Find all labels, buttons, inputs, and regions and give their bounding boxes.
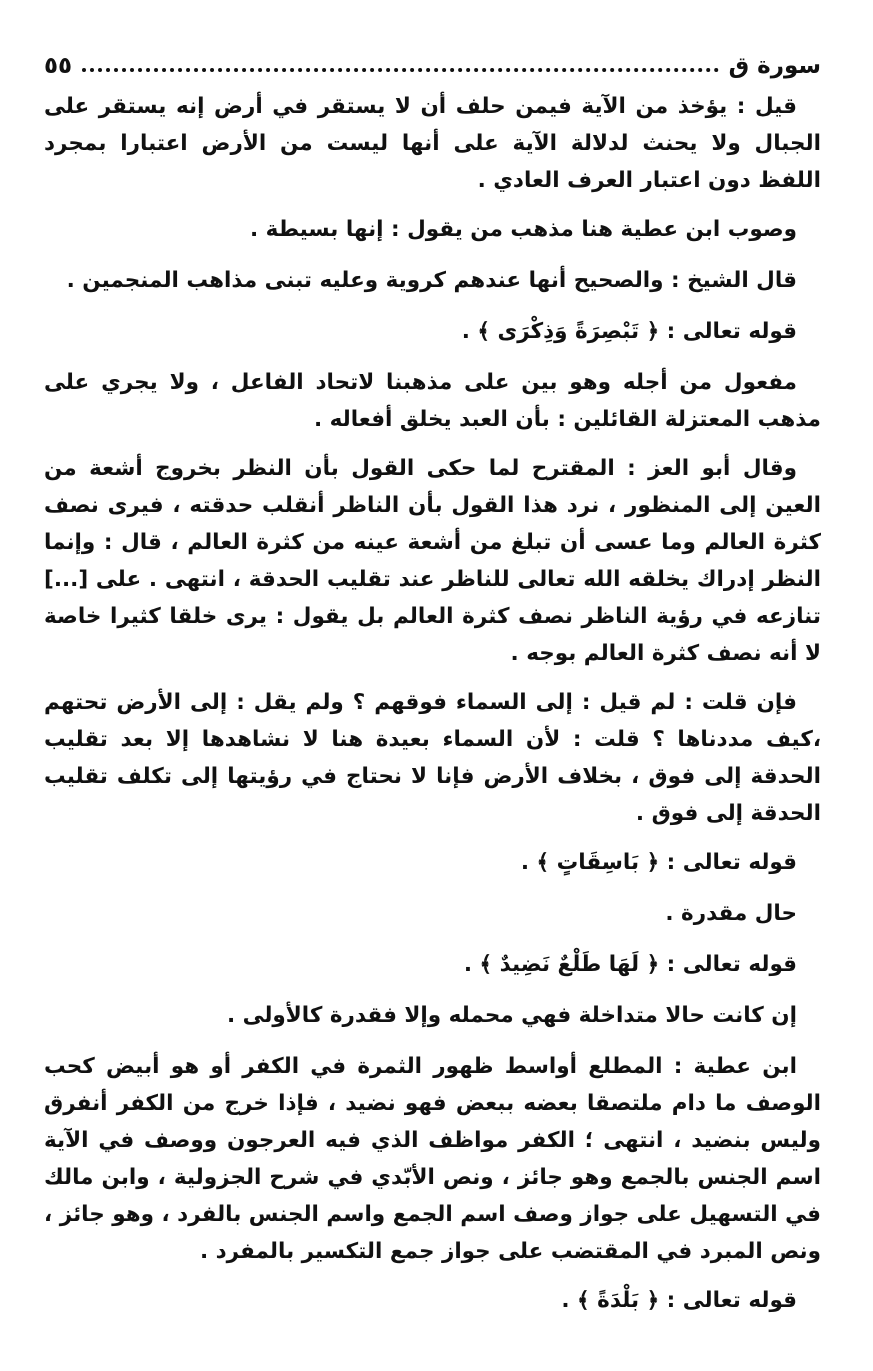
- page-body: [44, 88, 821, 1319]
- paragraph-8: إن كانت حالا متداخلة فهي محمله وإلا فقدرة كالأولى .: [226, 1003, 797, 1028]
- paragraph-1: قيل : يؤخذ من الآية فيمن حلف أن لا يستقر في أرض إنه يستقر على الجبال ولا يحنث لدلالة الآية على أنها ليست من الأرض اعتبارا بمجرد اللفظ دون اعتبار العرف العادي .: [44, 94, 821, 193]
- paragraph-7: حال مقدرة .: [665, 901, 797, 926]
- page-number: ٥٥: [44, 53, 73, 79]
- verse-heading-3: قوله تعالى : ﴿ لَهَا طَلْعٌ نَضِيدٌ ﴾ .: [463, 952, 797, 977]
- verse-heading-1: قوله تعالى : ﴿ تَبْصِرَةً وَذِكْرَى ﴾ .: [461, 319, 797, 344]
- surah-title: سورة ق: [728, 53, 821, 79]
- paragraph-2: وصوب ابن عطية هنا مذهب من يقول : إنها بسيطة .: [250, 217, 797, 242]
- paragraph-5: وقال أبو العز : المقترح لما حكى القول بأن النظر بخروج أشعة من العين إلى المنظور ، نرد هذا القول بأن الناظر أنقلب حدقته ، فيرى نصف كثرة العالم وما عسى أن تبلغ من أشعة عينه من كثرة العالم ، قال : وإنما النظر إدراك يخلقه الله تعالى للناظر عند تقليب الحدقة ، انتهى . على [...] تنازعه في رؤية الناظر نصف كثرة العالم بل يقول : يرى خلقا كثيرا خاصة لا أنه نصف كثرة العالم بوجه .: [44, 456, 821, 666]
- verse-heading-4: قوله تعالى : ﴿ بَلْدَةً ﴾ .: [561, 1288, 797, 1313]
- header-dotted-leader: [82, 68, 718, 72]
- paragraph-4: مفعول من أجله وهو بين على مذهبنا لاتحاد الفاعل ، ولا يجري على مذهب المعتزلة القائلين : بأن العبد يخلق أفعاله .: [44, 370, 821, 432]
- paragraph-9: ابن عطية : المطلع أواسط ظهور الثمرة في الكفر أو هو أبيض كحب الوصف ما دام ملتصقا بعضه ببعض فهو نضيد ، فإذا خرج من الكفر أنفرق وليس بنضيد ، انتهى ؛ الكفر مواظف الذي فيه العرجون ووصف في الآية اسم الجنس بالجمع وهو جائز ، ونص الأبّدي في شرح الجزولية ، وابن مالك في التسهيل على جواز وصف اسم الجمع واسم الجنس بالفرد ، وهو جائز ، ونص المبرد في المقتضب على جواز جمع التكسير بالمفرد .: [44, 1054, 821, 1264]
- paragraph-6: فإن قلت : لم قيل : إلى السماء فوقهم ؟ ولم يقل : إلى الأرض تحتهم ،كيف مددناها ؟ قلت : لأن السماء بعيدة هنا لا نشاهدها إلا بعد تقليب الحدقة إلى فوق ، بخلاف الأرض فإنا لا نحتاج في رؤيتها إلى تكلف تقليب الحدقة إلى فوق .: [44, 690, 821, 826]
- paragraph-3: قال الشيخ : والصحيح أنها عندهم كروية وعليه تبنى مذاهب المنجمين .: [66, 268, 797, 293]
- page-header: [44, 50, 821, 82]
- verse-heading-2: قوله تعالى : ﴿ بَاسِقَاتٍ ﴾ .: [520, 850, 797, 875]
